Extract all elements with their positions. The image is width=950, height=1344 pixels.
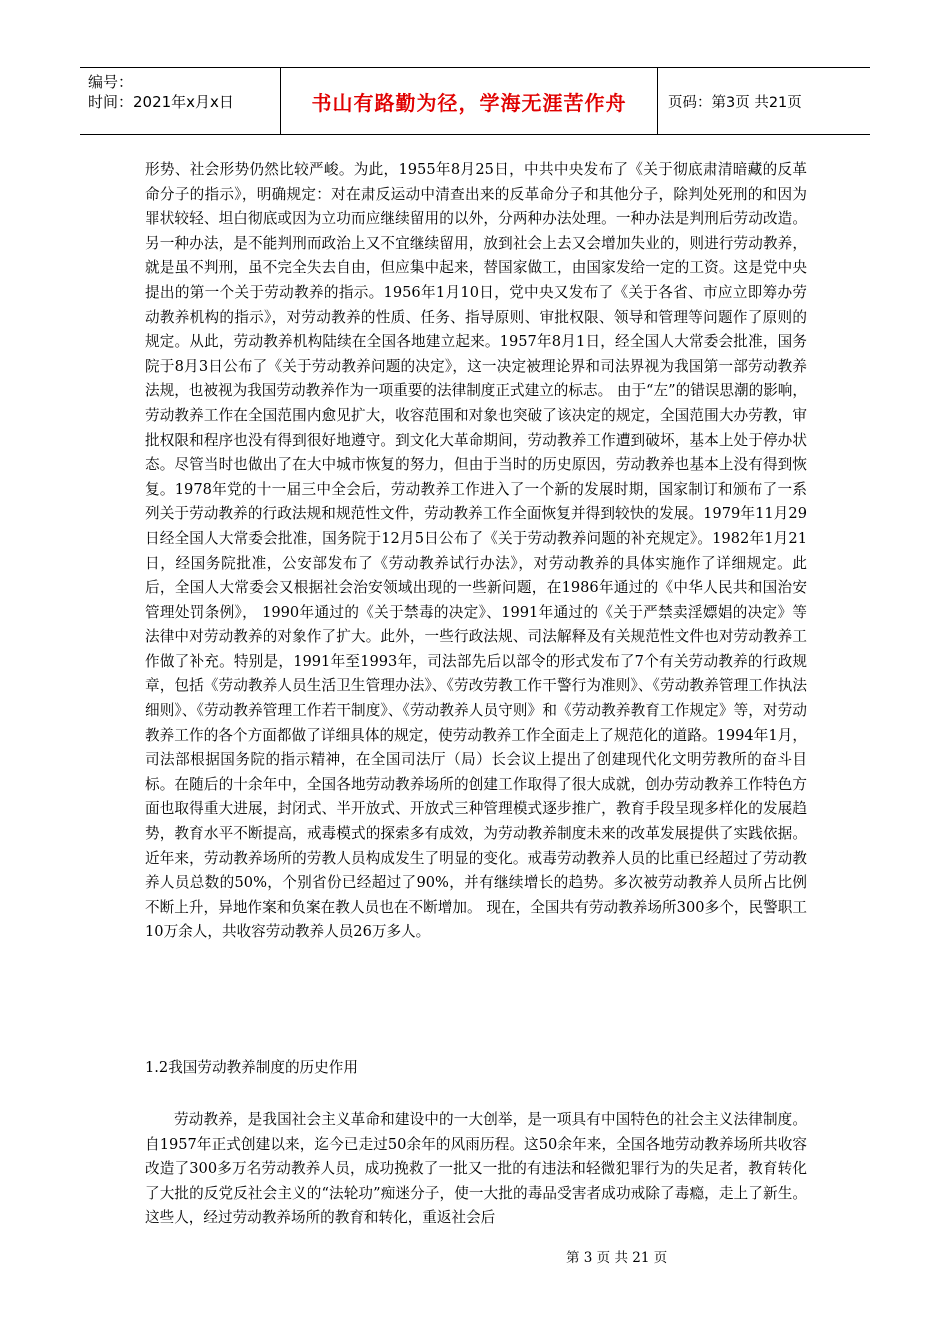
header-motto: 书山有路勤为径，学海无涯苦作舟 — [281, 68, 658, 134]
footer-page-number: 第 3 页 共 21 页 — [566, 1250, 668, 1266]
document-date-label: 时间：2021年x月x日 — [88, 93, 234, 111]
section-heading: 1.2我国劳动教养制度的历史作用 — [145, 1059, 358, 1076]
document-header — [80, 67, 870, 135]
header-page-indicator: 页码：第3页 共21页 — [668, 94, 802, 111]
document-number-label: 编号： — [88, 73, 134, 91]
body-paragraph-2: 劳动教养，是我国社会主义革命和建设中的一大创举，是一项具有中国特色的社会主义法律制度。自1957年正式创建以来，迄今已走过50余年的风雨历程。这50余年来，全国各地劳动教养场所共收容改造了300多万名劳动教养人员，成功挽救了一批又一批的有违法和轻微犯罪行为的失足者，教育转化了大批的反党反社会主义的“法轮功”痴迷分子，使一大批的毒品受害者成功戒除了毒瘾，走上了新生。这些人，经过劳动教养场所的教育和转化，重返社会后 — [145, 1111, 807, 1227]
header-meta-cell — [80, 68, 281, 134]
body-paragraph-1: 形势、社会形势仍然比较严峻。为此，1955年8月25日，中共中央发布了《关于彻底肃清暗藏的反革命分子的指示》，明确规定：对在肃反运动中清查出来的反革命分子和其他分子，除判处死刑的和因为罪状较轻、坦白彻底或因为立功而应继续留用的以外，分两种办法处理。一种办法是判刑后劳动改造。另一种办法，是不能判刑而政治上又不宜继续留用，放到社会上去又会增加失业的，则进行劳动教养，就是虽不判刑，虽不完全失去自由，但应集中起来，替国家做工，由国家发给一定的工资。这是党中央提出的第一个关于劳动教养的指示。1956年1月10日，党中央又发布了《关于各省、市应立即筹办劳动教养机构的指示》，对劳动教养的性质、任务、指导原则、审批权限、领导和管理等问题作了原则的规定。从此，劳动教养机构陆续在全国各地建立起来。1957年8月1日，经全国人大常委会批准，国务院于8月3日公布了《关于劳动教养问题的决定》，这一决定被理论界和司法界视为我国第一部劳动教养法规，也被视为我国劳动教养作为一项重要的法律制度正式建立的标志。 由于“左”的错误思潮的影响，劳动教养工作在全国范围内愈见扩大，收容范围和对象也突破了该决定的规定，全国范围大办劳教，审批权限和程序也没有得到很好地遵守。到文化大革命期间，劳动教养工作遭到破坏，基本上处于停办状态。尽管当时也做出了在大中城市恢复的努力，但由于当时的历史原因，劳动教养也基本上没有得到恢复。1978年党的十一届三中全会后，劳动教养工作进入了一个新的发展时期，国家制订和颁布了一系列关于劳动教养的行政法规和规范性文件，劳动教养工作全面恢复并得到较快的发展。1979年11月29日经全国人大常委会批准，国务院于12月5日公布了《关于劳动教养问题的补充规定》。1982年1月21日，经国务院批准，公安部发布了《劳动教养试行办法》，对劳动教养的具体实施作了详细规定。此后，全国人大常委会又根据社会治安领域出现的一些新问题，在1986年通过的《中华人民共和国治安管理处罚条例》， 1990年通过的《关于禁毒的决定》、1991年通过的《关于严禁卖淫嫖娼的决定》等法律中对劳动教养的对象作了扩大。此外，一些行政法规、司法解释及有关规范性文件也对劳动教养工作做了补充。特别是，1991年至1993年，司法部先后以部令的形式发布了7个有关劳动教养的行政规章，包括《劳动教养人员生活卫生管理办法》、《劳改劳教工作干警行为准则》、《劳动教养管理工作执法细则》、《劳动教养管理工作若干制度》、《劳动教养人员守则》和《劳动教养教育工作规定》等，对劳动教养工作的各个方面都做了详细具体的规定，使劳动教养工作全面走上了规范化的道路。1994年1月，司法部根据国务院的指示精神，在全国司法厅（局）长会议上提出了创建现代化文明劳教所的奋斗目标。在随后的十余年中，全国各地劳动教养场所的创建工作取得了很大成就，创办劳动教养工作特色方面也取得重大进展，封闭式、半开放式、开放式三种管理模式逐步推广，教育手段呈现多样化的发展趋势，教育水平不断提高，戒毒模式的探索多有成效，为劳动教养制度未来的改革发展提供了实践依据。近年来，劳动教养场所的劳教人员构成发生了明显的变化。戒毒劳动教养人员的比重已经超过了劳动教养人员总数的50%，个别省份已经超过了90%，并有继续增长的趋势。多次被劳动教养人员所占比例不断上升，异地作案和负案在教人员也在不断增加。 现在，全国共有劳动教养场所300多个，民警职工10万余人，共收容劳动教养人员26万多人。 — [145, 161, 807, 941]
